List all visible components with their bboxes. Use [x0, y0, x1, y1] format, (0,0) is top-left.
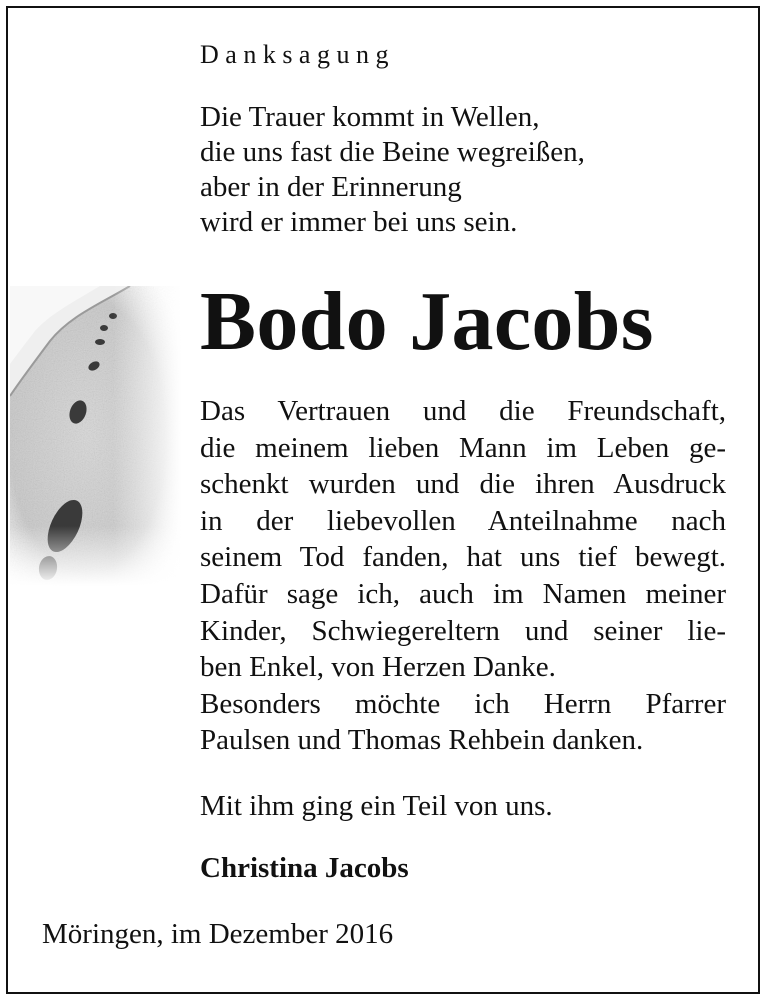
body-line: Besonders möchte ich Herrn Pfarrer	[200, 687, 726, 720]
motto-line: aber in der Erinnerung	[200, 171, 462, 203]
signature: Christina Jacobs	[200, 852, 409, 884]
body-line: in der liebevollen Anteilnahme nach	[200, 504, 726, 537]
body-line: ben Enkel, von Herzen Danke.	[200, 651, 556, 684]
notice-header: Danksagung	[200, 40, 395, 69]
body-line: schenkt wurden und die ihren Ausdruck	[200, 468, 726, 501]
footprints-in-sand-image	[10, 286, 182, 586]
motto-line: die uns fast die Beine wegreißen,	[200, 136, 585, 168]
body-line: seinem Tod fanden, hat uns tief bewegt.	[200, 541, 726, 574]
closing-line: Mit ihm ging ein Teil von uns.	[200, 790, 553, 822]
body-line: Das Vertrauen und die Freundschaft,	[200, 395, 726, 427]
body-line: Dafür sage ich, auch im Namen meiner	[200, 577, 726, 610]
motto-line: wird er immer bei uns sein.	[200, 206, 518, 238]
motto-line: Die Trauer kommt in Wellen,	[200, 101, 540, 133]
deceased-name: Bodo Jacobs	[200, 275, 654, 368]
place-and-date: Möringen, im Dezember 2016	[42, 918, 394, 950]
body-line: die meinem lieben Mann im Leben ge-	[200, 431, 726, 464]
body-line: Paulsen und Thomas Rehbein danken.	[200, 724, 644, 757]
body-line: Kinder, Schwiegereltern und seiner lie-	[200, 614, 726, 647]
motto	[200, 100, 585, 240]
notice-body	[200, 393, 726, 759]
